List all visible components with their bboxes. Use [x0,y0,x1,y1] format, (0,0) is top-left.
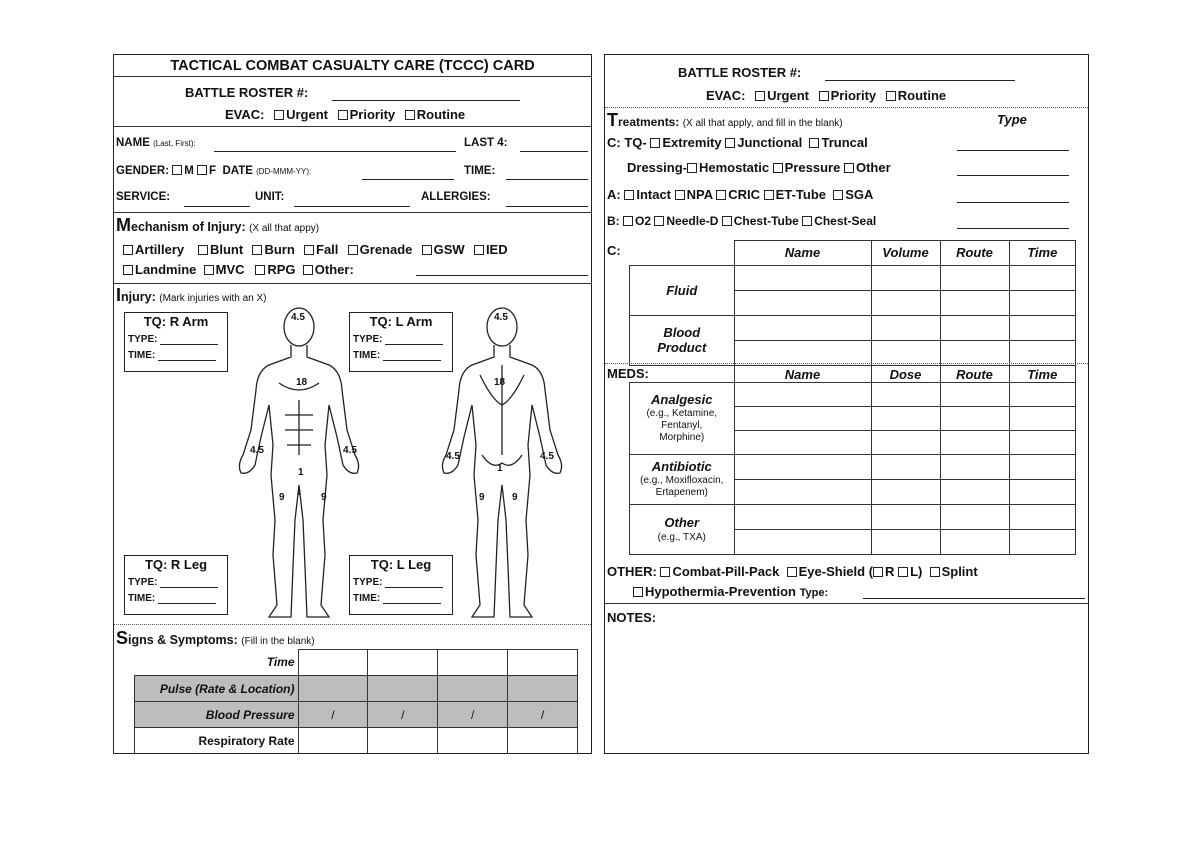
mech-ied-checkbox[interactable] [474,245,484,255]
pct-head-back: 4.5 [494,312,508,323]
pct-left-arm-back: 4.5 [446,451,460,462]
pct-groin-back: 1 [497,463,503,474]
mech-grenade-checkbox[interactable] [348,245,358,255]
name-field[interactable] [214,139,456,152]
evac-row: EVAC: Urgent Priority Routine [225,107,466,122]
service-label: SERVICE: [116,191,171,203]
pct-right-arm-back: 4.5 [540,451,554,462]
eye-shield-checkbox[interactable] [787,567,797,577]
tccc-card-front [113,54,592,754]
battle-roster-label-back: BATTLE ROSTER #: [678,65,802,80]
pct-torso-front: 18 [296,377,308,388]
evac-routine-checkbox-back[interactable] [886,91,896,101]
breathing-row: B: O2 Needle-D Chest-Tube Chest-Seal [607,214,877,228]
signs-title: Signs & Symptoms: (Fill in the blank) [116,628,315,648]
type-header: Type [997,112,1027,127]
dressing-type-field[interactable] [957,163,1069,176]
mech-gsw-checkbox[interactable] [422,245,432,255]
hypothermia-checkbox[interactable] [633,587,643,597]
vitals-row-time: Time [135,650,578,676]
airway-cric-checkbox[interactable] [716,190,726,200]
pct-left-leg-back: 9 [479,492,485,503]
breathing-chest-tube-checkbox[interactable] [722,216,732,226]
pct-right-leg-front: 9 [279,492,285,503]
dressing-hemostatic-checkbox[interactable] [687,163,697,173]
injury-title: Injury: (Mark injuries with an X) [116,285,267,305]
card-title: TACTICAL COMBAT CASUALTY CARE (TCCC) CARD [170,58,535,74]
airway-type-field[interactable] [957,190,1069,203]
breathing-type-field[interactable] [957,216,1069,229]
tq-right-leg-box[interactable]: TQ: R Leg TYPE: TIME: [124,555,228,615]
mech-landmine-checkbox[interactable] [123,265,133,275]
tccc-card-back [604,54,1089,754]
fluids-table: Name Volume Route Time Fluid Blood Product [629,240,1076,366]
tq-extremity-checkbox[interactable] [650,138,660,148]
evac-urgent-checkbox-back[interactable] [755,91,765,101]
breathing-needle-d-checkbox[interactable] [654,216,664,226]
battle-roster-label: BATTLE ROSTER #: [185,85,309,100]
pct-groin-front: 1 [298,467,304,478]
battle-roster-field-back[interactable] [825,68,1015,81]
mech-other-checkbox[interactable] [303,265,313,275]
evac-urgent-checkbox[interactable] [274,110,284,120]
tq-junctional-checkbox[interactable] [725,138,735,148]
mech-rpg-checkbox[interactable] [255,265,265,275]
splint-checkbox[interactable] [930,567,940,577]
pct-right-leg-back: 9 [512,492,518,503]
mech-other-field[interactable] [416,263,588,276]
last4-label: LAST 4: [464,137,508,149]
name-label: NAME (Last, First): [116,137,196,149]
tq-left-arm-box[interactable]: TQ: L Arm TYPE: TIME: [349,312,453,372]
date-field[interactable] [362,167,454,180]
dressing-other-checkbox[interactable] [844,163,854,173]
pct-torso-back: 18 [494,377,506,388]
allergies-label: ALLERGIES: [421,191,491,203]
combat-pill-pack-checkbox[interactable] [660,567,670,577]
mech-mvc-checkbox[interactable] [204,265,214,275]
fluid-row: Fluid [630,265,1076,290]
mechanism-row-2: Landmine MVC RPG Other: [123,262,354,277]
dressing-row: Dressing- Hemostatic Pressure Other [627,160,891,175]
vitals-row-pulse: Pulse (Rate & Location) [135,676,578,702]
breathing-o2-checkbox[interactable] [623,216,633,226]
evac-row-back: EVAC: Urgent Priority Routine [706,88,947,103]
allergies-field[interactable] [506,194,588,207]
unit-field[interactable] [294,194,410,207]
eye-shield-l-checkbox[interactable] [898,567,908,577]
other-row: OTHER: Combat-Pill-Pack Eye-Shield ( R L) Splint [607,564,978,579]
pct-head-front: 4.5 [291,312,305,323]
airway-row: A: Intact NPA CRIC ET-Tube SGA [607,187,874,202]
pct-left-arm-front: 4.5 [343,445,357,456]
hypothermia-row: Hypothermia-Prevention Type: [633,584,828,599]
mech-fall-checkbox[interactable] [304,245,314,255]
gender-date-row: GENDER: M F DATE (DD-MMM-YY): [116,165,312,177]
vitals-row-resp: Respiratory Rate [135,728,578,754]
airway-et-tube-checkbox[interactable] [764,190,774,200]
evac-routine-checkbox[interactable] [405,110,415,120]
gender-m-checkbox[interactable] [172,165,182,175]
pct-left-leg-front: 9 [321,492,327,503]
tq-right-arm-box[interactable]: TQ: R Arm TYPE: TIME: [124,312,228,372]
airway-intact-checkbox[interactable] [624,190,634,200]
body-front-diagram[interactable] [229,305,369,625]
vitals-row-bp: Blood Pressure / / / / [135,702,578,728]
antibiotic-row: Antibiotic (e.g., Moxifloxacin, Ertapenem) [630,455,1076,480]
other-med-row: Other (e.g., TXA) [630,505,1076,530]
unit-label: UNIT: [255,191,285,203]
evac-priority-checkbox[interactable] [338,110,348,120]
mech-blunt-checkbox[interactable] [198,245,208,255]
notes-label: NOTES: [607,610,657,625]
gender-f-checkbox[interactable] [197,165,207,175]
c-tq-row: C: TQ- Extremity Junctional Truncal [607,135,868,150]
airway-npa-checkbox[interactable] [675,190,685,200]
eye-shield-r-checkbox[interactable] [873,567,883,577]
airway-sga-checkbox[interactable] [833,190,843,200]
dressing-pressure-checkbox[interactable] [773,163,783,173]
evac-priority-checkbox-back[interactable] [819,91,829,101]
breathing-chest-seal-checkbox[interactable] [802,216,812,226]
meds-table: Name Dose Route Time Analgesic (e.g., Ketamine, Fentanyl, Morphine) Antibiotic (e.g., Moxifloxacin, Ertapenem) Other (e.g., TXA) [629,365,1076,555]
tq-left-leg-box[interactable]: TQ: L Leg TYPE: TIME: [349,555,453,615]
tq-truncal-checkbox[interactable] [809,138,819,148]
tq-type-field[interactable] [957,138,1069,151]
hypothermia-type-field[interactable] [863,586,1085,599]
pct-right-arm-front: 4.5 [250,445,264,456]
mech-burn-checkbox[interactable] [252,245,262,255]
blood-product-row: Blood Product [630,315,1076,340]
mechanism-title: Mechanism of Injury: (X all that appy) [116,215,320,235]
service-field[interactable] [184,194,250,207]
last4-field[interactable] [520,139,588,152]
mech-artillery-checkbox[interactable] [123,245,133,255]
time-field[interactable] [506,167,588,180]
analgesic-row: Analgesic (e.g., Ketamine, Fentanyl, Morphine) [630,383,1076,407]
circulation-label: C: [607,243,621,258]
meds-label: MEDS: [607,366,649,381]
vitals-table [134,649,578,754]
treatments-title: Treatments: (X all that apply, and fill in the blank) [607,110,843,130]
time-label: TIME: [464,165,496,177]
mechanism-row-1: Artillery Blunt Burn Fall Grenade GSW IED [123,242,508,257]
notes-area[interactable] [605,627,1088,753]
battle-roster-field[interactable] [332,88,520,101]
